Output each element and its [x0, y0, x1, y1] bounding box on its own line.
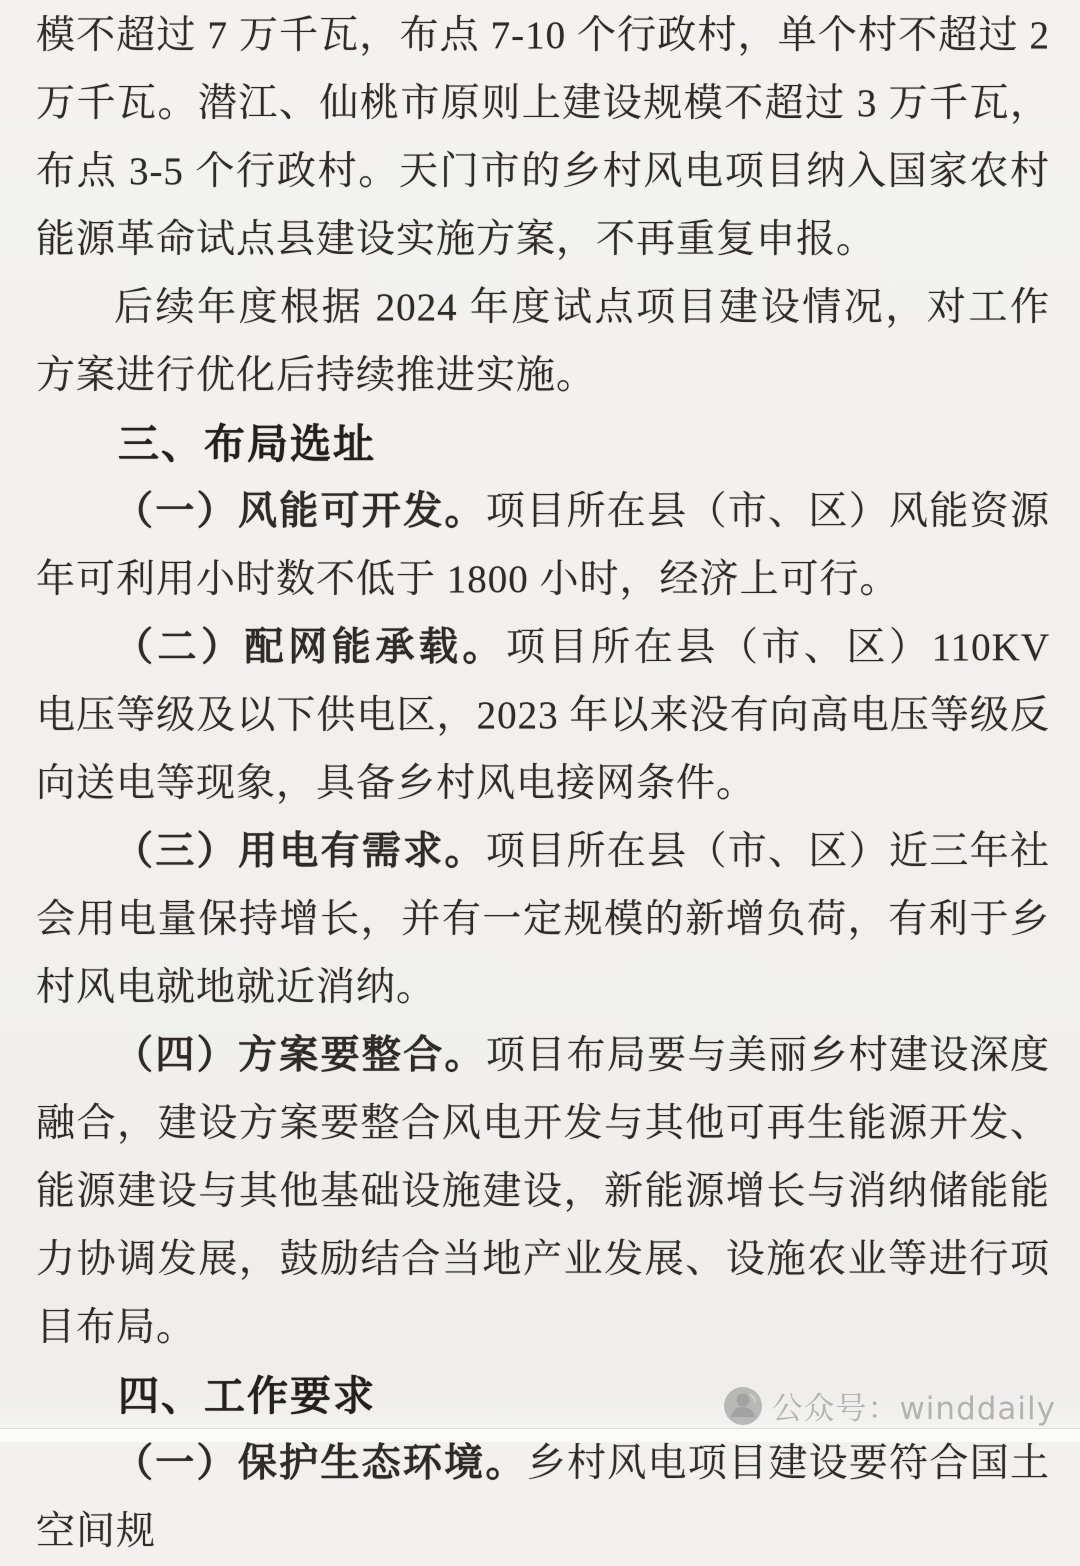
item-eco-protection-cutoff [36, 1430, 1050, 1566]
section-heading-4-work-requirements: 四、工作要求 [118, 1372, 376, 1420]
page-bottom-edge [0, 1428, 1080, 1442]
item-1-lead: （一）风能可开发。 [114, 490, 486, 533]
item-3-text: 项目所在县（市、区）近三年社会用电量保持增长，并有一定规模的新增负荷，有利于乡村风电就地就近消纳。 [36, 830, 1050, 1009]
item-4-text: 项目布局要与美丽乡村建设深度融合，建设方案要整合风电开发与其他可再生能源开发、能源建设与其他基础设施建设，新能源增长与消纳储能能力协调发展，鼓励结合当地产业发展、设施农业等进行项目布局。 [36, 1034, 1050, 1349]
paragraph-followup-years: 后续年度根据 2024 年度试点项目建设情况，对工作方案进行优化后持续推进实施。 [36, 286, 1050, 397]
item-1-text: 项目所在县（市、区）风能资源年可利用小时数不低于 1800 小时，经济上可行。 [36, 490, 1050, 601]
item-2-grid-capacity [36, 614, 1050, 818]
paragraph-continued-from-previous-page: 模不超过 7 万千瓦，布点 7-10 个行政村，单个村不超过 2 万千瓦。潜江、仙桃市原则上建设规模不超过 3 万千瓦，布点 3-5 个行政村。天门市的乡村风电项目纳入国家农村能源革命试点县建设实施方案，不再重复申报。 [36, 14, 1050, 261]
section-heading-3-layout-siting: 三、布局选址 [118, 420, 376, 468]
watermark-text: 公众号：winddaily [771, 1391, 1056, 1427]
item-4-lead: （四）方案要整合。 [114, 1034, 486, 1077]
item-2-text: 项目所在县（市、区）110KV 电压等级及以下供电区，2023 年以来没有向高电压等级反向送电等现象，具备乡村风电接网条件。 [36, 626, 1050, 805]
item-4-plan-integration [36, 1022, 1050, 1362]
item-3-power-demand [36, 818, 1050, 1022]
item-eco-text: 乡村风电项目建设要符合国土空间规 [36, 1442, 1050, 1553]
document-text-block [36, 2, 1050, 1553]
item-3-lead: （三）用电有需求。 [114, 830, 486, 873]
item-eco-lead: （一）保护生态环境。 [114, 1442, 527, 1485]
item-1-wind-developable [36, 478, 1050, 614]
item-2-lead: （二）配网能承载。 [114, 626, 507, 669]
